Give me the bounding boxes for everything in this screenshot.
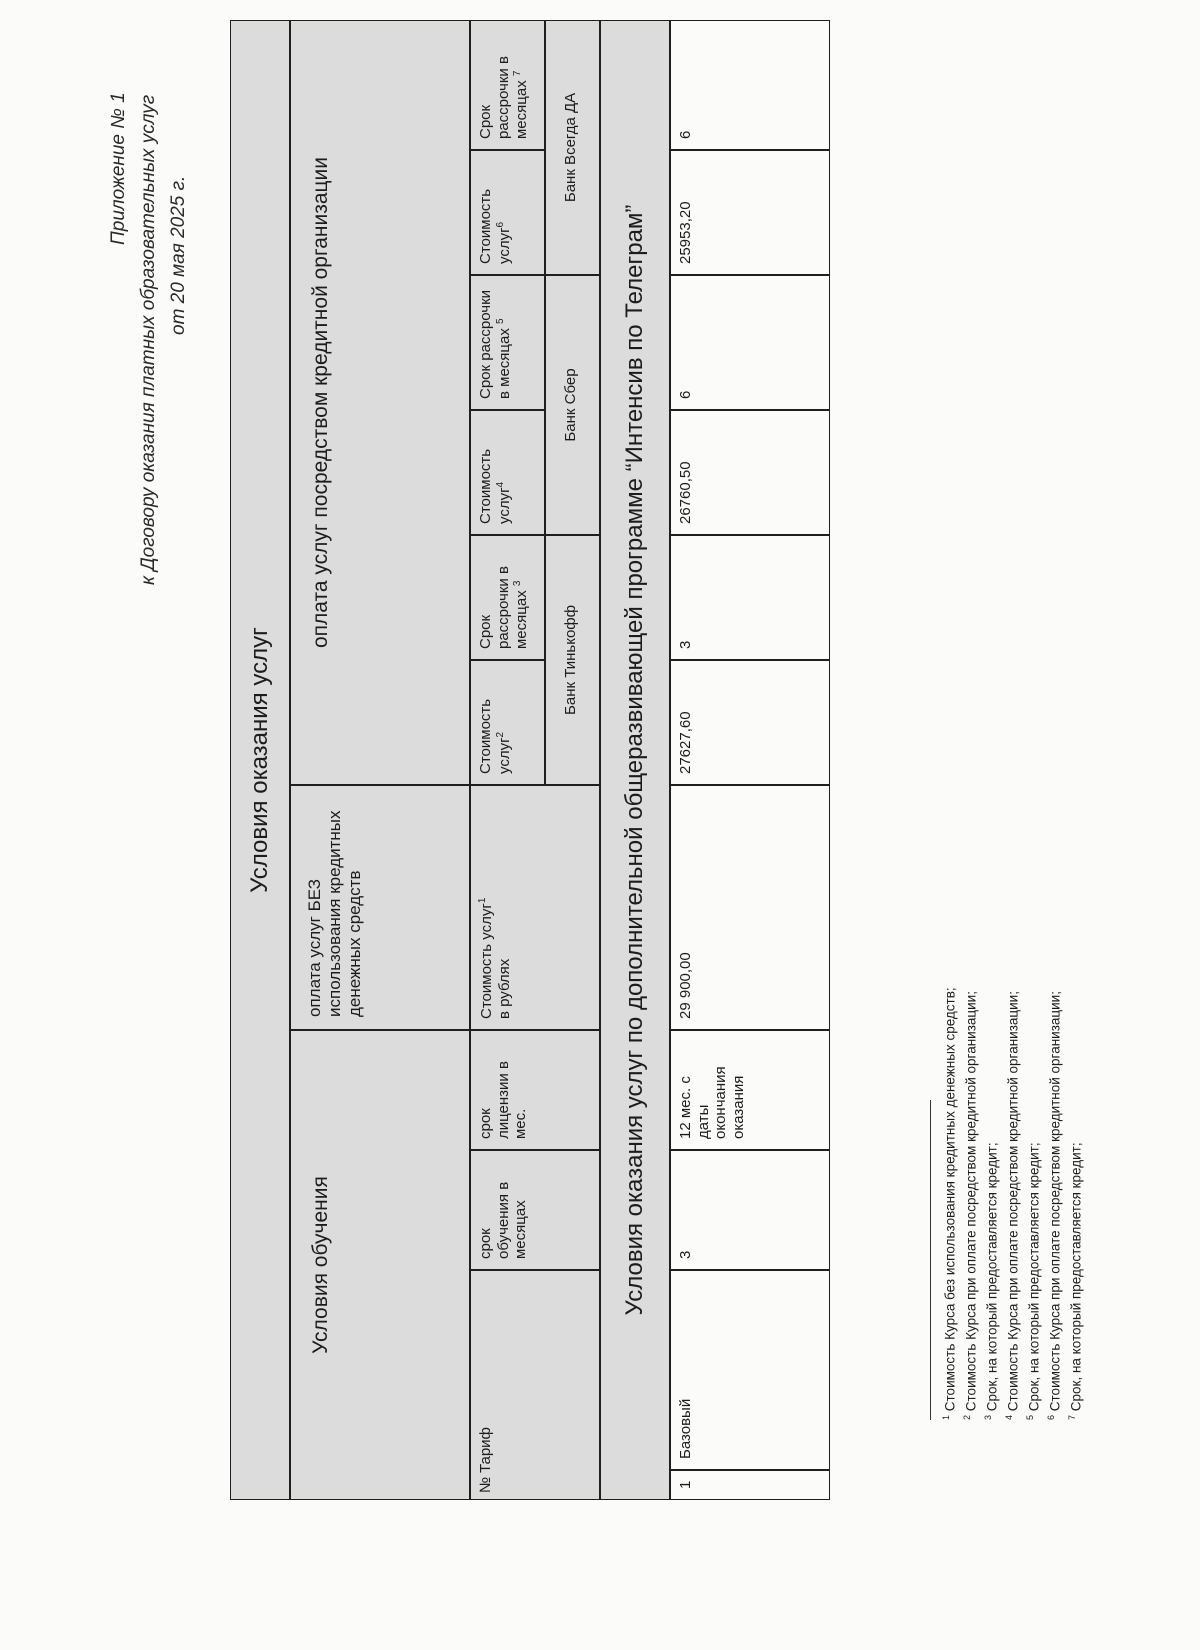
footnote-number: 6	[1046, 1414, 1056, 1420]
row-term7: 6	[670, 20, 830, 150]
footnote-text: Стоимость Курса без использования кредитных денежных средств;	[942, 987, 958, 1412]
col-term5	[470, 275, 545, 410]
footnote-text: Срок, на который предоставляется кредит;	[1068, 1142, 1084, 1412]
credit-header: оплата услуг посредством кредитной организации	[290, 20, 470, 785]
footnote-item	[980, 520, 1001, 1420]
row-cost6: 25953,20	[670, 150, 830, 275]
appendix-date: от 20 мая 2025 г.	[168, 175, 189, 335]
row-license-term: 12 мес. с даты окончания оказания	[670, 1030, 830, 1150]
col-term7-footnote: 7	[512, 70, 524, 77]
col-price-label: Стоимость услуг	[478, 903, 495, 1019]
footnote-text: Стоимость Курса при оплате посредством кредитной организации;	[963, 991, 979, 1412]
col-term5-label: Срок рассрочки в месяцах	[477, 289, 513, 399]
footnote-number: 1	[941, 1414, 951, 1420]
col-cost6-footnote: 6	[494, 221, 506, 228]
footnote-text: Стоимость Курса при оплате посредством кредитной организации;	[1005, 991, 1021, 1412]
col-cost4-footnote: 4	[494, 481, 506, 488]
no-credit-header: оплата услуг БЕЗ использования кредитных денежных средств	[290, 785, 470, 1030]
footnote-item	[1064, 520, 1085, 1420]
col-tariff: Тариф	[477, 1427, 494, 1473]
footnote-number: 5	[1025, 1414, 1035, 1420]
footnote-number: 2	[962, 1414, 972, 1420]
col-license-term: срок лицензии в мес.	[470, 1030, 600, 1150]
col-term7	[470, 20, 545, 150]
footnote-item	[938, 520, 959, 1420]
row-term3: 3	[670, 535, 830, 660]
appendix-contract-ref: к Договору оказания платных образовательных услуг	[138, 94, 159, 585]
footnote-number: 4	[1004, 1414, 1014, 1420]
col-term5-footnote: 5	[494, 318, 506, 324]
bank-vsegda-da: Банк Всегда ДА	[545, 20, 600, 275]
footnote-number: 3	[983, 1414, 993, 1420]
row-study-term: 3	[670, 1150, 830, 1270]
row-term5: 6	[670, 275, 830, 410]
appendix-number: Приложение № 1	[108, 92, 129, 245]
col-cost6-label: Стоимость услуг	[477, 188, 513, 264]
col-price-unit: в рублях	[495, 958, 513, 1019]
conditions-table	[230, 20, 840, 1500]
row-tariff: Базовый	[670, 1270, 830, 1470]
row-price: 29 900,00	[670, 785, 830, 1030]
footnotes	[938, 520, 1085, 1420]
col-term3	[470, 535, 545, 660]
col-cost6	[470, 150, 545, 275]
col-cost4	[470, 410, 545, 535]
footnote-item	[1043, 520, 1064, 1420]
learning-conditions-header: Условия обучения	[290, 1030, 470, 1500]
bank-tinkoff: Банк Тинькофф	[545, 535, 600, 785]
footnote-item	[959, 520, 980, 1420]
col-term3-label: Срок рассрочки в месяцах	[477, 566, 531, 649]
footnote-item	[1001, 520, 1022, 1420]
col-no-tariff	[470, 1270, 600, 1500]
footnote-text: Срок, на который предоставляется кредит;	[1026, 1142, 1042, 1412]
col-cost2-footnote: 2	[494, 731, 506, 738]
footnote-number: 7	[1067, 1414, 1077, 1420]
footnote-item	[1022, 520, 1043, 1420]
col-price-footnote: 1	[477, 897, 488, 904]
col-price	[470, 785, 600, 1030]
col-cost4-label: Стоимость услуг	[477, 448, 513, 524]
footnote-text: Срок, на который предоставляется кредит;	[984, 1142, 1000, 1412]
col-cost2	[470, 660, 545, 785]
col-cost2-label: Стоимость услуг	[477, 698, 513, 774]
row-no: 1	[670, 1470, 830, 1500]
col-no: №	[477, 1476, 494, 1493]
footnote-divider	[930, 1100, 931, 1420]
row-cost4: 26760,50	[670, 410, 830, 535]
program-title: Условия оказания услуг по дополнительной общеразвивающей программе “Интенсив по Телеграм”	[600, 20, 670, 1500]
footnote-text: Стоимость Курса при оплате посредством кредитной организации;	[1047, 991, 1063, 1412]
bank-sber: Банк Сбер	[545, 275, 600, 535]
table-main-title: Условия оказания услуг	[230, 20, 290, 1500]
col-term3-footnote: 3	[512, 580, 524, 587]
col-study-term: срок обучения в месяцах	[470, 1150, 600, 1270]
row-cost2: 27627,60	[670, 660, 830, 785]
col-term7-label: Срок рассрочки в месяцах	[477, 56, 531, 139]
